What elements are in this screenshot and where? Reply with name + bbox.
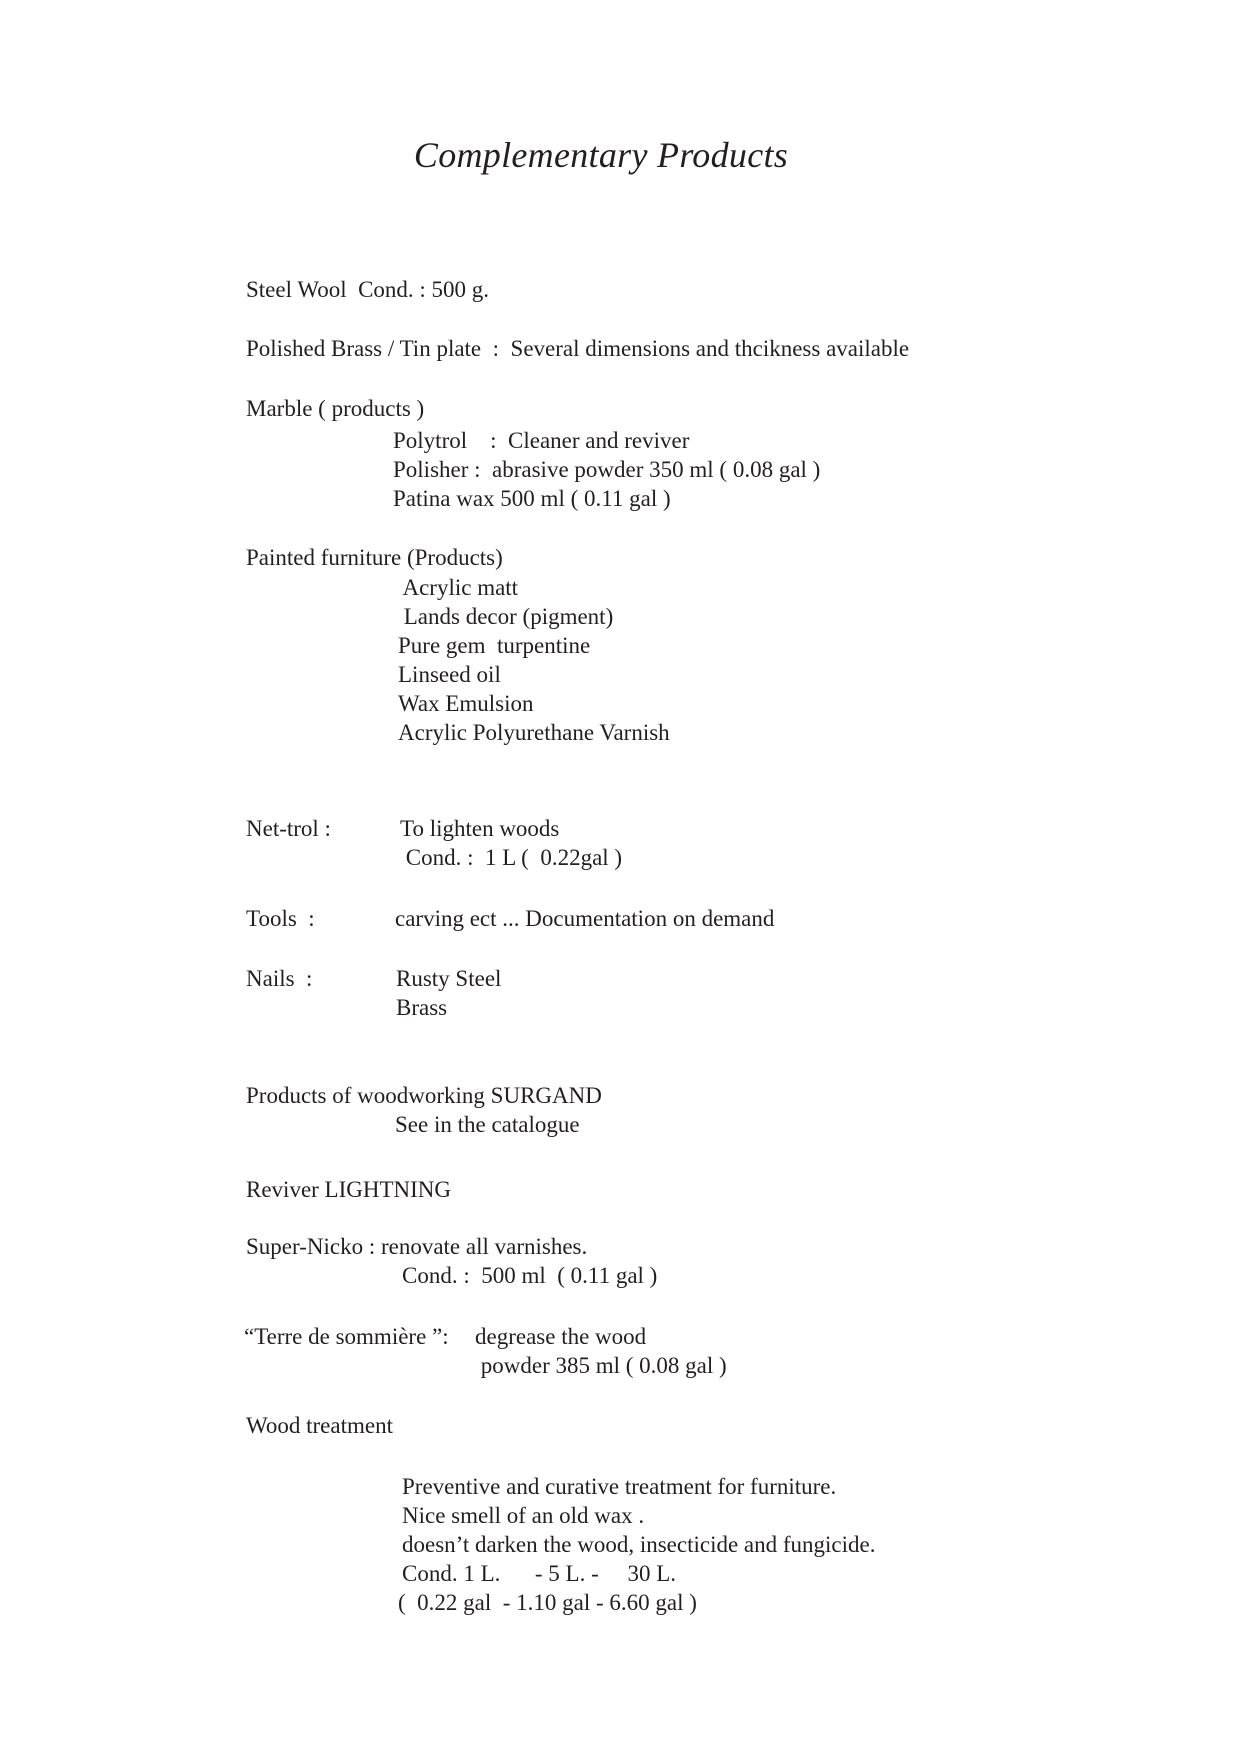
nails-item-brass: Brass xyxy=(396,995,448,1020)
terre-de-sommiere-powder: powder 385 ml ( 0.08 gal ) xyxy=(475,1353,727,1378)
wood-treatment-label: Wood treatment xyxy=(246,1413,393,1438)
marble-label: Marble ( products ) xyxy=(246,396,425,421)
tools-desc: carving ect ... Documentation on demand xyxy=(395,906,775,931)
surgand-catalogue: See in the catalogue xyxy=(395,1112,580,1137)
super-nicko-cond: Cond. : 500 ml ( 0.11 gal ) xyxy=(402,1263,658,1288)
net-trol-cond: Cond. : 1 L ( 0.22gal ) xyxy=(400,845,623,870)
marble-item-polytrol: Polytrol : Cleaner and reviver xyxy=(393,428,690,453)
painted-item-linseed-oil: Linseed oil xyxy=(398,662,501,687)
terre-de-sommiere-desc: degrease the wood xyxy=(475,1324,647,1349)
wood-treatment-line-1: Preventive and curative treatment for furniture. xyxy=(402,1474,837,1499)
line-steel-wool: Steel Wool Cond. : 500 g. xyxy=(246,277,490,302)
marble-item-polisher: Polisher : abrasive powder 350 ml ( 0.08 gal ) xyxy=(393,457,821,482)
line-polished-brass: Polished Brass / Tin plate : Several dimensions and thcikness available xyxy=(246,336,910,361)
painted-item-acrylic-varnish: Acrylic Polyurethane Varnish xyxy=(398,720,670,745)
wood-treatment-line-3: doesn’t darken the wood, insecticide and fungicide. xyxy=(402,1532,876,1557)
marble-item-patina-wax: Patina wax 500 ml ( 0.11 gal ) xyxy=(393,486,671,511)
surgand-label: Products of woodworking SURGAND xyxy=(246,1083,602,1108)
painted-item-lands-decor: Lands decor (pigment) xyxy=(398,604,614,629)
tools-label: Tools : xyxy=(246,906,315,931)
net-trol-label: Net-trol : xyxy=(246,816,331,841)
wood-treatment-line-5: ( 0.22 gal - 1.10 gal - 6.60 gal ) xyxy=(398,1590,697,1615)
page-title: Complementary Products xyxy=(413,135,789,175)
painted-furniture-label: Painted furniture (Products) xyxy=(246,545,503,570)
painted-item-wax-emulsion: Wax Emulsion xyxy=(398,691,534,716)
wood-treatment-line-2: Nice smell of an old wax . xyxy=(402,1503,645,1528)
line-reviver-lightning: Reviver LIGHTNING xyxy=(246,1177,452,1202)
nails-item-rusty-steel: Rusty Steel xyxy=(396,966,502,991)
super-nicko-label: Super-Nicko : renovate all varnishes. xyxy=(246,1234,588,1259)
net-trol-desc: To lighten woods xyxy=(400,816,560,841)
terre-de-sommiere-label: “Terre de sommière ”: xyxy=(244,1324,449,1349)
wood-treatment-line-4: Cond. 1 L. - 5 L. - 30 L. xyxy=(402,1561,677,1586)
painted-item-pure-gem: Pure gem turpentine xyxy=(398,633,591,658)
painted-item-acrylic-matt: Acrylic matt xyxy=(398,575,519,600)
nails-label: Nails : xyxy=(246,966,313,991)
